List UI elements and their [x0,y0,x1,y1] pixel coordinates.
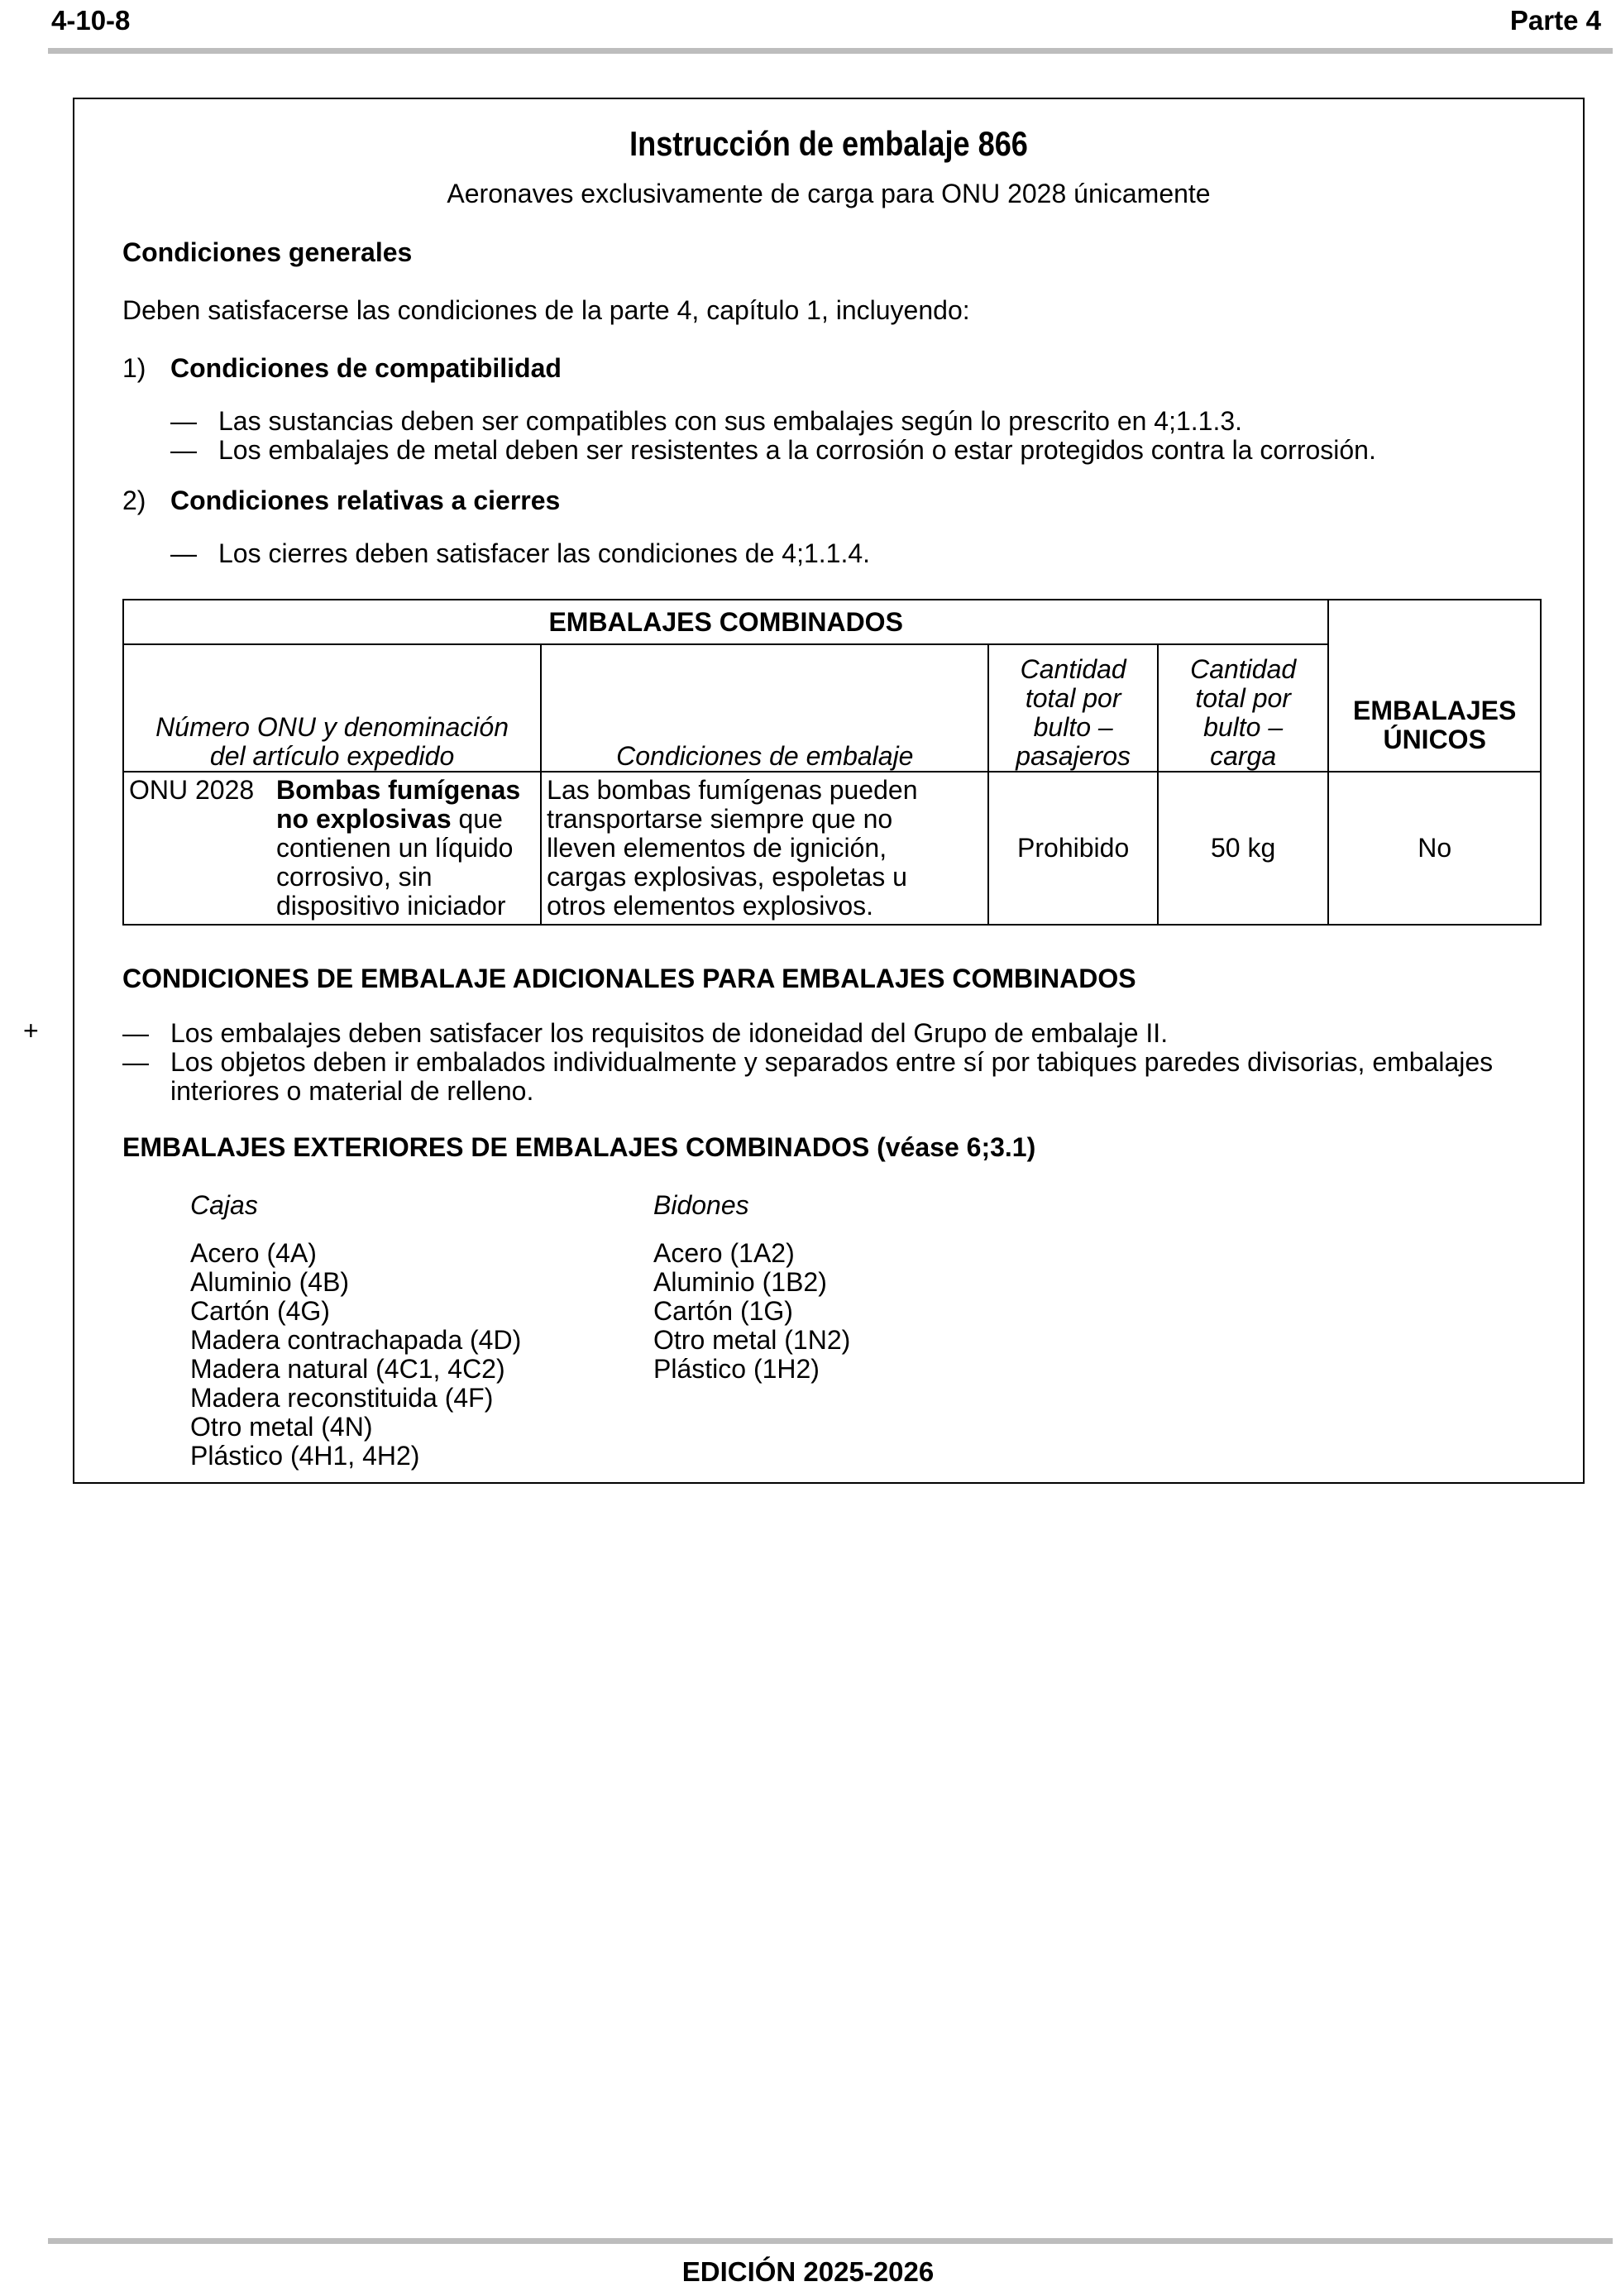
list-item: Otro metal (4N) [190,1412,373,1442]
list-item: Cartón (4G) [190,1296,330,1326]
cargo-quantity-header: Cantidad total por bulto – carga [1158,644,1328,772]
page-reference: 4-10-8 [51,5,131,36]
additional-item: Los embalajes deben satisfacer los requisitos de idoneidad del Grupo de embalaje II. [170,1018,1169,1048]
list-item: Acero (4A) [190,1238,317,1268]
instruction-subtitle: Aeronaves exclusivamente de carga para ONU 2028 únicamente [447,179,1211,208]
edition-footer: EDICIÓN 2025-2026 [681,2256,935,2287]
instruction-title: Instrucción de embalaje 866 [629,124,1028,163]
list-item: Cartón (1G) [653,1296,793,1326]
revision-mark: + [23,1016,39,1045]
passenger-quantity: Prohibido [988,772,1157,925]
cond2-item: Los cierres deben satisfacer las condiciones de 4;1.1.4. [218,538,871,568]
header-rule [48,48,1613,54]
dash: — [170,435,197,465]
table-row [123,772,1541,925]
outer-heading: EMBALAJES EXTERIORES DE EMBALAJES COMBINADOS (véase 6;3.1) [122,1132,1036,1162]
list-item: Madera reconstituida (4F) [190,1383,494,1413]
additional-item: Los objetos deben ir embalados individualmente y separados entre sí por tabiques paredes divisorias, embalajes [170,1047,1494,1077]
additional-item-continued: interiores o material de relleno. [170,1076,534,1106]
boxes-title: Cajas [190,1190,258,1220]
dash: — [170,406,197,436]
list-item: Otro metal (1N2) [653,1325,851,1355]
list-item: Plástico (4H1, 4H2) [190,1441,420,1471]
list-item: Plástico (1H2) [653,1354,820,1384]
passenger-quantity-header: Cantidad total por bulto – pasajeros [988,644,1157,772]
list-item: Acero (1A2) [653,1238,795,1268]
dash: — [170,538,197,568]
packing-table [122,599,1542,926]
part-label: Parte 4 [1509,5,1601,36]
single-packagings-value: No [1328,772,1541,925]
dash: — [122,1047,149,1077]
cond2-title: Condiciones relativas a cierres [170,486,561,515]
general-intro: Deben satisfacerse las condiciones de la parte 4, capítulo 1, incluyendo: [122,295,970,325]
list-item: Aluminio (1B2) [653,1267,827,1297]
list-item: Aluminio (4B) [190,1267,350,1297]
footer-rule [48,2238,1613,2244]
additional-heading: CONDICIONES DE EMBALAJE ADICIONALES PARA EMBALAJES COMBINADOS [122,964,1136,993]
un-entry-cell [123,772,541,925]
un-number-header: Número ONU y denominación del artículo expedido [123,644,541,772]
drums-list [653,1239,850,1384]
cond1-number: 1) [122,353,146,383]
instruction-frame [73,98,1585,1484]
drums-title: Bidones [653,1190,749,1220]
list-item: Madera natural (4C1, 4C2) [190,1354,505,1384]
dash: — [122,1018,149,1048]
proper-shipping-name: Bombas fumígenas no explosivas que contienen un líquido corrosivo, sin dispositivo iniciador [276,775,521,921]
packing-conditions-cell: Las bombas fumígenas pueden transportarse siempre que no lleven elementos de ignición, cargas explosivas, espoletas u otros elementos explosivos. [541,772,988,925]
cond1-item: Las sustancias deben ser compatibles con sus embalajes según lo prescrito en 4;1.1.3. [218,406,1243,436]
cond2-number: 2) [122,486,146,515]
general-heading: Condiciones generales [122,237,413,267]
conditions-header: Condiciones de embalaje [541,644,988,772]
single-packagings-header: EMBALAJES ÚNICOS [1328,600,1541,772]
combined-packagings-header: EMBALAJES COMBINADOS [123,600,1328,644]
un-number: ONU 2028 [129,775,255,805]
cond1-item: Los embalajes de metal deben ser resistentes a la corrosión o estar protegidos contra la corrosión. [218,435,1376,465]
cargo-quantity: 50 kg [1158,772,1328,925]
cond1-title: Condiciones de compatibilidad [170,353,562,383]
list-item: Madera contrachapada (4D) [190,1325,522,1355]
boxes-list [190,1239,521,1471]
